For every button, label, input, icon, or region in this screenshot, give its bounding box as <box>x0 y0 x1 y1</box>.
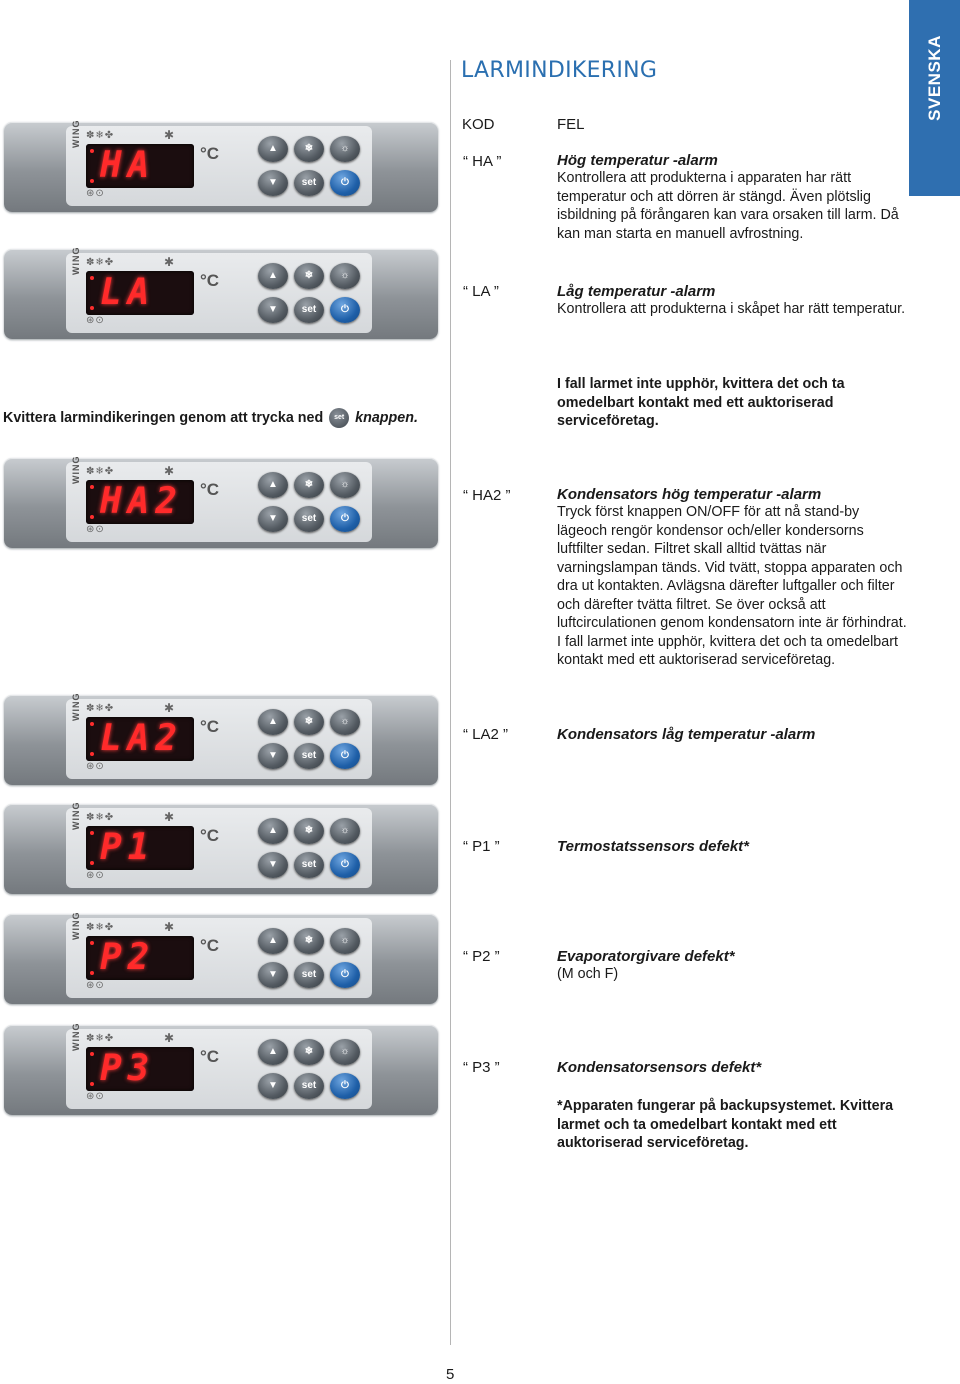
display-dot-icon <box>90 179 94 183</box>
display-code: LA2 <box>100 718 184 759</box>
power-icon: ⏻ <box>330 852 360 878</box>
up-arrow-icon: ▲ <box>258 472 288 498</box>
fault-column-header: FEL <box>557 116 585 133</box>
power-icon: ⏻ <box>330 1073 360 1099</box>
up-arrow-icon: ▲ <box>258 818 288 844</box>
led-display <box>86 826 194 870</box>
light-icon: ☼ <box>330 263 360 289</box>
column-divider <box>450 60 451 1345</box>
display-code: LA <box>100 272 156 313</box>
compressor-icon: ✱ <box>164 464 175 478</box>
alarm-description <box>557 948 907 984</box>
power-icon: ⏻ <box>330 297 360 323</box>
celsius-unit: °C <box>200 144 220 163</box>
led-display <box>86 144 194 188</box>
display-dot-icon <box>90 1082 94 1086</box>
controller-display <box>4 1022 438 1115</box>
celsius-unit: °C <box>200 717 220 736</box>
light-icon: ☼ <box>330 709 360 735</box>
controller-display <box>4 692 438 785</box>
alarm-code: “ P3 ” <box>463 1059 500 1076</box>
defrost-icon: ❄ <box>294 928 324 954</box>
defrost-icon: ❄ <box>294 136 324 162</box>
power-icon: ⏻ <box>330 506 360 532</box>
aux-leds-icon: ⊛⊙ <box>86 761 105 772</box>
brand-logo: WING <box>71 455 81 484</box>
display-dot-icon <box>90 276 94 280</box>
defrost-icon: ❄ <box>294 263 324 289</box>
language-tab <box>909 0 960 196</box>
display-code: P1 <box>100 827 156 868</box>
brand-logo: WING <box>71 692 81 721</box>
down-arrow-icon: ▼ <box>258 170 288 196</box>
power-icon: ⏻ <box>330 743 360 769</box>
acknowledge-note <box>3 408 418 428</box>
brand-logo: WING <box>71 246 81 275</box>
celsius-unit: °C <box>200 271 220 290</box>
controller-display <box>4 119 438 212</box>
light-icon: ☼ <box>330 1039 360 1065</box>
alarm-title: Kondensatorsensors defekt* <box>557 1059 762 1076</box>
page-title: LARMINDIKERING <box>461 58 658 83</box>
display-dot-icon <box>90 485 94 489</box>
status-leds-icon: ✽❄✤ <box>86 1033 115 1044</box>
alarm-code: “ HA2 ” <box>463 487 511 504</box>
alarm-description <box>557 838 907 855</box>
led-display <box>86 936 194 980</box>
set-button: set <box>294 170 324 196</box>
display-dot-icon <box>90 515 94 519</box>
status-leds-icon: ✽❄✤ <box>86 703 115 714</box>
alarm-description <box>557 726 907 743</box>
light-icon: ☼ <box>330 928 360 954</box>
set-button: set <box>294 743 324 769</box>
footnote: *Apparaten fungerar på backupsystemet. Kvittera larmet och ta omedelbart kontakt med ett auktoriserad serviceföretag. <box>557 1098 894 1151</box>
alarm-title: Kondensators hög temperatur -alarm <box>557 486 822 503</box>
alarm-title: Kondensators låg temperatur -alarm <box>557 726 816 743</box>
status-leds-icon: ✽❄✤ <box>86 466 115 477</box>
status-leds-icon: ✽❄✤ <box>86 130 115 141</box>
aux-leds-icon: ⊛⊙ <box>86 524 105 535</box>
defrost-icon: ❄ <box>294 472 324 498</box>
acknowledge-note-text: Kvittera larmindikeringen genom att trycka ned <box>3 409 324 426</box>
aux-leds-icon: ⊛⊙ <box>86 870 105 881</box>
compressor-icon: ✱ <box>164 810 175 824</box>
alarm-body: Kontrollera att produkterna i apparaten har rätt temperatur och att dörren är stängd. Även plötslig isbildning på förångaren kan vara orsaken till larm. Då kan man starta en manuell avfrostning. <box>557 170 899 242</box>
set-button: set <box>294 297 324 323</box>
down-arrow-icon: ▼ <box>258 852 288 878</box>
led-display <box>86 1047 194 1091</box>
acknowledge-note-suffix: knappen. <box>355 409 418 426</box>
compressor-icon: ✱ <box>164 701 175 715</box>
status-leds-icon: ✽❄✤ <box>86 922 115 933</box>
display-dot-icon <box>90 306 94 310</box>
down-arrow-icon: ▼ <box>258 743 288 769</box>
language-tab-label: SVENSKA <box>924 35 944 121</box>
escalation-note: I fall larmet inte upphör, kvittera det och ta omedelbart kontakt med ett auktoriserad serviceföretag. <box>557 376 845 429</box>
up-arrow-icon: ▲ <box>258 1039 288 1065</box>
alarm-code: “ P1 ” <box>463 838 500 855</box>
status-leds-icon: ✽❄✤ <box>86 257 115 268</box>
alarm-code: “ P2 ” <box>463 948 500 965</box>
alarm-description <box>557 486 907 670</box>
alarm-code: “ LA ” <box>463 283 499 300</box>
light-icon: ☼ <box>330 472 360 498</box>
status-leds-icon: ✽❄✤ <box>86 812 115 823</box>
down-arrow-icon: ▼ <box>258 297 288 323</box>
alarm-title: Låg temperatur -alarm <box>557 283 716 300</box>
display-dot-icon <box>90 1052 94 1056</box>
set-button: set <box>294 852 324 878</box>
controller-display <box>4 911 438 1004</box>
celsius-unit: °C <box>200 826 220 845</box>
display-code: P2 <box>100 937 156 978</box>
compressor-icon: ✱ <box>164 128 175 142</box>
celsius-unit: °C <box>200 480 220 499</box>
display-code: HA2 <box>100 481 184 522</box>
code-column-header: KOD <box>462 116 495 133</box>
defrost-icon: ❄ <box>294 818 324 844</box>
display-code: P3 <box>100 1048 156 1089</box>
controller-display <box>4 246 438 339</box>
led-display <box>86 480 194 524</box>
aux-leds-icon: ⊛⊙ <box>86 1091 105 1102</box>
power-icon: ⏻ <box>330 962 360 988</box>
alarm-description <box>557 152 907 243</box>
display-dot-icon <box>90 941 94 945</box>
brand-logo: WING <box>71 911 81 940</box>
display-code: HA <box>100 145 156 186</box>
alarm-title: Evaporatorgivare defekt* <box>557 948 735 965</box>
brand-logo: WING <box>71 1022 81 1051</box>
controller-display <box>4 455 438 548</box>
compressor-icon: ✱ <box>164 255 175 269</box>
display-dot-icon <box>90 971 94 975</box>
aux-leds-icon: ⊛⊙ <box>86 315 105 326</box>
defrost-icon: ❄ <box>294 709 324 735</box>
light-icon: ☼ <box>330 818 360 844</box>
display-dot-icon <box>90 831 94 835</box>
alarm-code: “ LA2 ” <box>463 726 509 743</box>
set-button: set <box>294 1073 324 1099</box>
controller-display <box>4 801 438 894</box>
display-dot-icon <box>90 149 94 153</box>
display-dot-icon <box>90 861 94 865</box>
down-arrow-icon: ▼ <box>258 506 288 532</box>
aux-leds-icon: ⊛⊙ <box>86 188 105 199</box>
alarm-title: Termostatssensors defekt* <box>557 838 750 855</box>
page-number: 5 <box>446 1366 455 1383</box>
alarm-description <box>557 283 907 319</box>
aux-leds-icon: ⊛⊙ <box>86 980 105 991</box>
up-arrow-icon: ▲ <box>258 928 288 954</box>
alarm-body: Kontrollera att produkterna i skåpet har rätt temperatur. <box>557 301 906 317</box>
set-button: set <box>294 962 324 988</box>
down-arrow-icon: ▼ <box>258 962 288 988</box>
up-arrow-icon: ▲ <box>258 263 288 289</box>
light-icon: ☼ <box>330 136 360 162</box>
up-arrow-icon: ▲ <box>258 136 288 162</box>
display-dot-icon <box>90 752 94 756</box>
up-arrow-icon: ▲ <box>258 709 288 735</box>
brand-logo: WING <box>71 119 81 148</box>
celsius-unit: °C <box>200 936 220 955</box>
alarm-description <box>557 1059 907 1076</box>
alarm-title: Hög temperatur -alarm <box>557 152 718 169</box>
down-arrow-icon: ▼ <box>258 1073 288 1099</box>
celsius-unit: °C <box>200 1047 220 1066</box>
alarm-body: (M och F) <box>557 966 619 982</box>
set-button: set <box>294 506 324 532</box>
defrost-icon: ❄ <box>294 1039 324 1065</box>
compressor-icon: ✱ <box>164 920 175 934</box>
alarm-code: “ HA ” <box>463 153 502 170</box>
compressor-icon: ✱ <box>164 1031 175 1045</box>
power-icon: ⏻ <box>330 170 360 196</box>
brand-logo: WING <box>71 801 81 830</box>
led-display <box>86 271 194 315</box>
display-dot-icon <box>90 722 94 726</box>
set-button-icon: set <box>329 408 349 428</box>
led-display <box>86 717 194 761</box>
alarm-body: Tryck först knappen ON/OFF för att nå stand-by lägeoch rengör kondensor och/eller kondersorns luftfilter sedan. Filtret skall alltid tvättas när varningslampan tänds. Vid tvätt, stoppa apparaten och dra ut kontakten. Avlägsna därefter luftgaller och filter och därefter tvätta filtret. Se över också att luftcirculationen genom kondensatorn inte är förhindrat. I fall larmet inte upphör, kvittera det och ta omedelbart kontakt med ett auktoriserad serviceföretag. <box>557 504 907 668</box>
